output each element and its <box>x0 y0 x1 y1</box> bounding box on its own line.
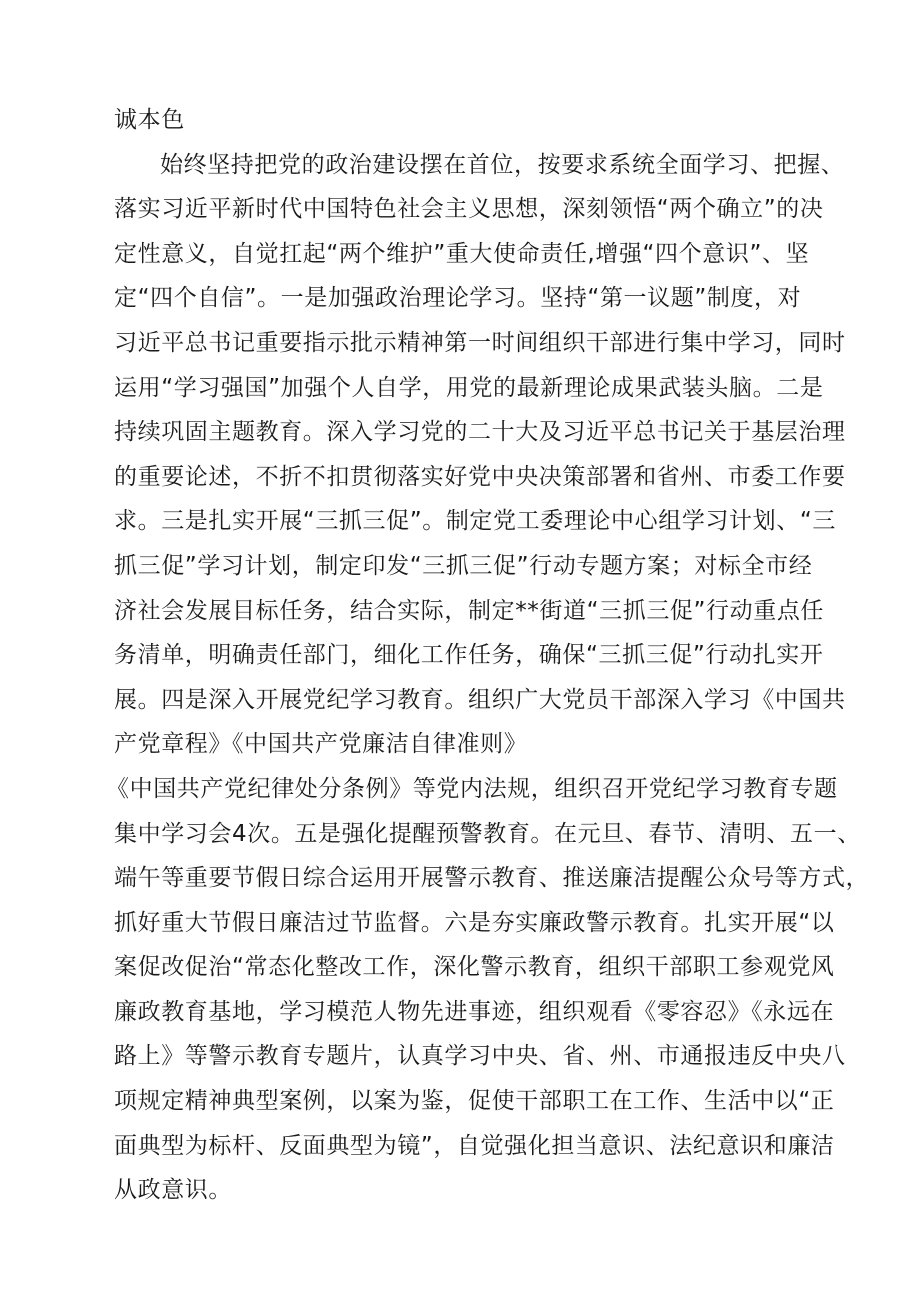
text-line: 务清单，明确责任部门，细化工作任务，确保“三抓三促”行动扎实开 <box>114 642 824 669</box>
text-line: 廉政教育基地，学习模范人物先进事迹，组织观看《零容忍》《永远在 <box>114 998 835 1025</box>
text-line: 面典型为标杆、反面典型为镜”，自觉强化担当意识、法纪意识和廉洁 <box>114 1132 835 1159</box>
text-line: 诚本色 <box>114 107 185 133</box>
text-line: 运用“学习强国”加强个人自学，用党的最新理论成果武装头脑。二是 <box>114 374 824 401</box>
text-line: 《中国共产党纪律处分条例》等党内法规，组织召开党纪学习教育专题 <box>106 775 838 802</box>
text-line: 集中学习会4次。五是强化提醒预警教育。在元旦、春节、清明、五一、 <box>114 820 861 847</box>
text-line: 路上》等警示教育专题片，认真学习中央、省、州、市通报违反中央八 <box>114 1043 846 1070</box>
text-line: 从政意识。 <box>114 1177 232 1204</box>
text-line: 抓三促”学习计划，制定印发“三抓三促”行动专题方案；对标全市经 <box>114 552 813 579</box>
text-line: 产党章程》《中国共产党廉洁自律准则》 <box>114 731 528 758</box>
text-line: 济社会发展目标任务，结合实际，制定**街道“三抓三促”行动重点任 <box>114 597 825 624</box>
text-line: 定“四个自信”。一是加强政治理论学习。坚持“第一议题”制度，对 <box>114 285 802 312</box>
paragraph-first-line: 始终坚持把党的政治建设摆在首位，按要求系统全面学习、把握、 <box>160 151 845 178</box>
body-text <box>106 98 870 1213</box>
text-line: 抓好重大节假日廉洁过节监督。六是夯实廉政警示教育。扎实开展“以 <box>114 909 835 936</box>
text-line: 展。四是深入开展党纪学习教育。组织广大党员干部深入学习《中国共 <box>114 686 846 713</box>
text-line: 习近平总书记重要指示批示精神第一时间组织干部进行集中学习，同时 <box>114 329 846 356</box>
text-line: 项规定精神典型案例，以案为鉴，促使干部职工在工作、生活中以“正 <box>114 1088 835 1115</box>
text-line: 落实习近平新时代中国特色社会主义思想，深刻领悟“两个确立”的决 <box>114 196 824 223</box>
text-line: 求。三是扎实开展“三抓三促”。制定党工委理论中心组学习计划、“三 <box>114 508 836 535</box>
text-line: 的重要论述，不折不扣贯彻落实好党中央决策部署和省州、市委工作要 <box>114 463 846 490</box>
text-line: 持续巩固主题教育。深入学习党的二十大及习近平总书记关于基层治理 <box>114 419 846 446</box>
text-line: 端午等重要节假日综合运用开展警示教育、推送廉洁提醒公众号等方式， <box>114 865 870 892</box>
text-line: 案促改促治“常态化整改工作，深化警示教育，组织干部职工参观党风 <box>114 954 835 981</box>
text-line: 定性意义，自觉扛起“两个维护”重大使命责任,增强“四个意识”、坚 <box>114 240 810 267</box>
